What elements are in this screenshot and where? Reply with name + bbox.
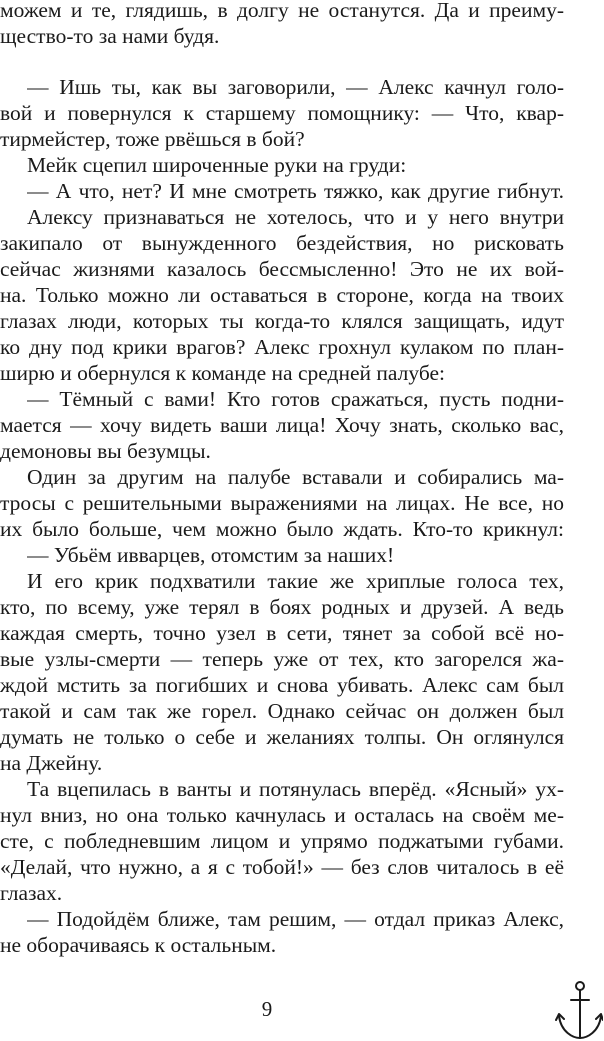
text-line: мается — хочу видеть ваши лица! Хочу знать, сколько вас,: [0, 413, 564, 437]
text-line: нул вниз, но она только качнулась и осталась на своём ме-: [0, 803, 564, 827]
text-line: можем и те, глядишь, в долгу не останутся. Да и преиму-: [0, 0, 564, 22]
text-line: тросы с решительными выражениями на лицах. Не все, но: [0, 491, 564, 515]
text-line: сейчас жизнями казалось бессмысленно! Это не их вой-: [0, 257, 564, 281]
text-line: Один за другим на палубе вставали и собирались ма-: [27, 465, 564, 489]
text-line: кто, по всему, уже терял в боях родных и друзей. А ведь: [0, 595, 564, 619]
text-line: сте, с побледневшим лицом и упрямо поджатыми губами.: [0, 829, 564, 853]
text-line: вой и повернулся к старшему помощнику: — Что, квар-: [0, 101, 564, 125]
text-line: щество-то за нами будя.: [0, 24, 220, 48]
text-line: закипало от вынужденного бездействия, но рисковать: [0, 231, 564, 255]
text-line: на Джейну.: [0, 751, 103, 775]
text-line: «Делай, что нужно, а я с тобой!» — без слов читалось в её: [0, 855, 564, 879]
text-line: Алексу признаваться не хотелось, что и у него внутри: [27, 205, 564, 229]
text-line: тирмейстер, тоже рвёшься в бой?: [0, 127, 305, 151]
text-line: каждая смерть, точно узел в сети, тянет за собой всё но-: [0, 621, 564, 645]
text-line: — А что, нет? И мне смотреть тяжко, как другие гибнут.: [27, 179, 564, 203]
text-line: ждой мстить за погибших и снова убивать. Алекс сам был: [0, 673, 564, 697]
text-line: ширю и обернулся к команде на средней палубе:: [0, 361, 446, 385]
text-line: ко дну под крики врагов? Алекс грохнул кулаком по план-: [0, 335, 564, 359]
text-line: на. Только можно ли оставаться в стороне, когда на твоих: [0, 283, 564, 307]
text-line: — Тёмный с вами! Кто готов сражаться, пусть подни-: [27, 387, 564, 411]
text-line: — Убьём ивварцев, отомстим за наших!: [27, 543, 395, 567]
text-line: Мейк сцепил широченные руки на груди:: [27, 153, 407, 177]
text-line: — Ишь ты, как вы заговорили, — Алекс качнул голо-: [27, 75, 564, 99]
text-line: Та вцепилась в ванты и потянулась вперёд. «Ясный» ух-: [27, 777, 564, 801]
page-number: 9: [261, 997, 273, 1021]
text-line: думать не только о себе и желаниях толпы. Он оглянулся: [0, 725, 564, 749]
anchor-icon: [555, 978, 603, 1040]
text-line: их было больше, чем можно было ждать. Кто-то крикнул:: [0, 517, 564, 541]
text-line: не оборачиваясь к остальным.: [0, 933, 277, 957]
text-line: И его крик подхватили такие же хриплые голоса тех,: [27, 569, 564, 593]
text-line: глазах люди, которых ты когда-то клялся защищать, идут: [0, 309, 564, 333]
text-line: глазах.: [0, 881, 63, 905]
text-line: демоновы вы безумцы.: [0, 439, 211, 463]
text-line: — Подойдём ближе, там решим, — отдал приказ Алекс,: [27, 907, 564, 931]
text-line: вые узлы-смерти — теперь уже от тех, кто загорелся жа-: [0, 647, 564, 671]
text-line: такой и сам так же горел. Однако сейчас он должен был: [0, 699, 564, 723]
